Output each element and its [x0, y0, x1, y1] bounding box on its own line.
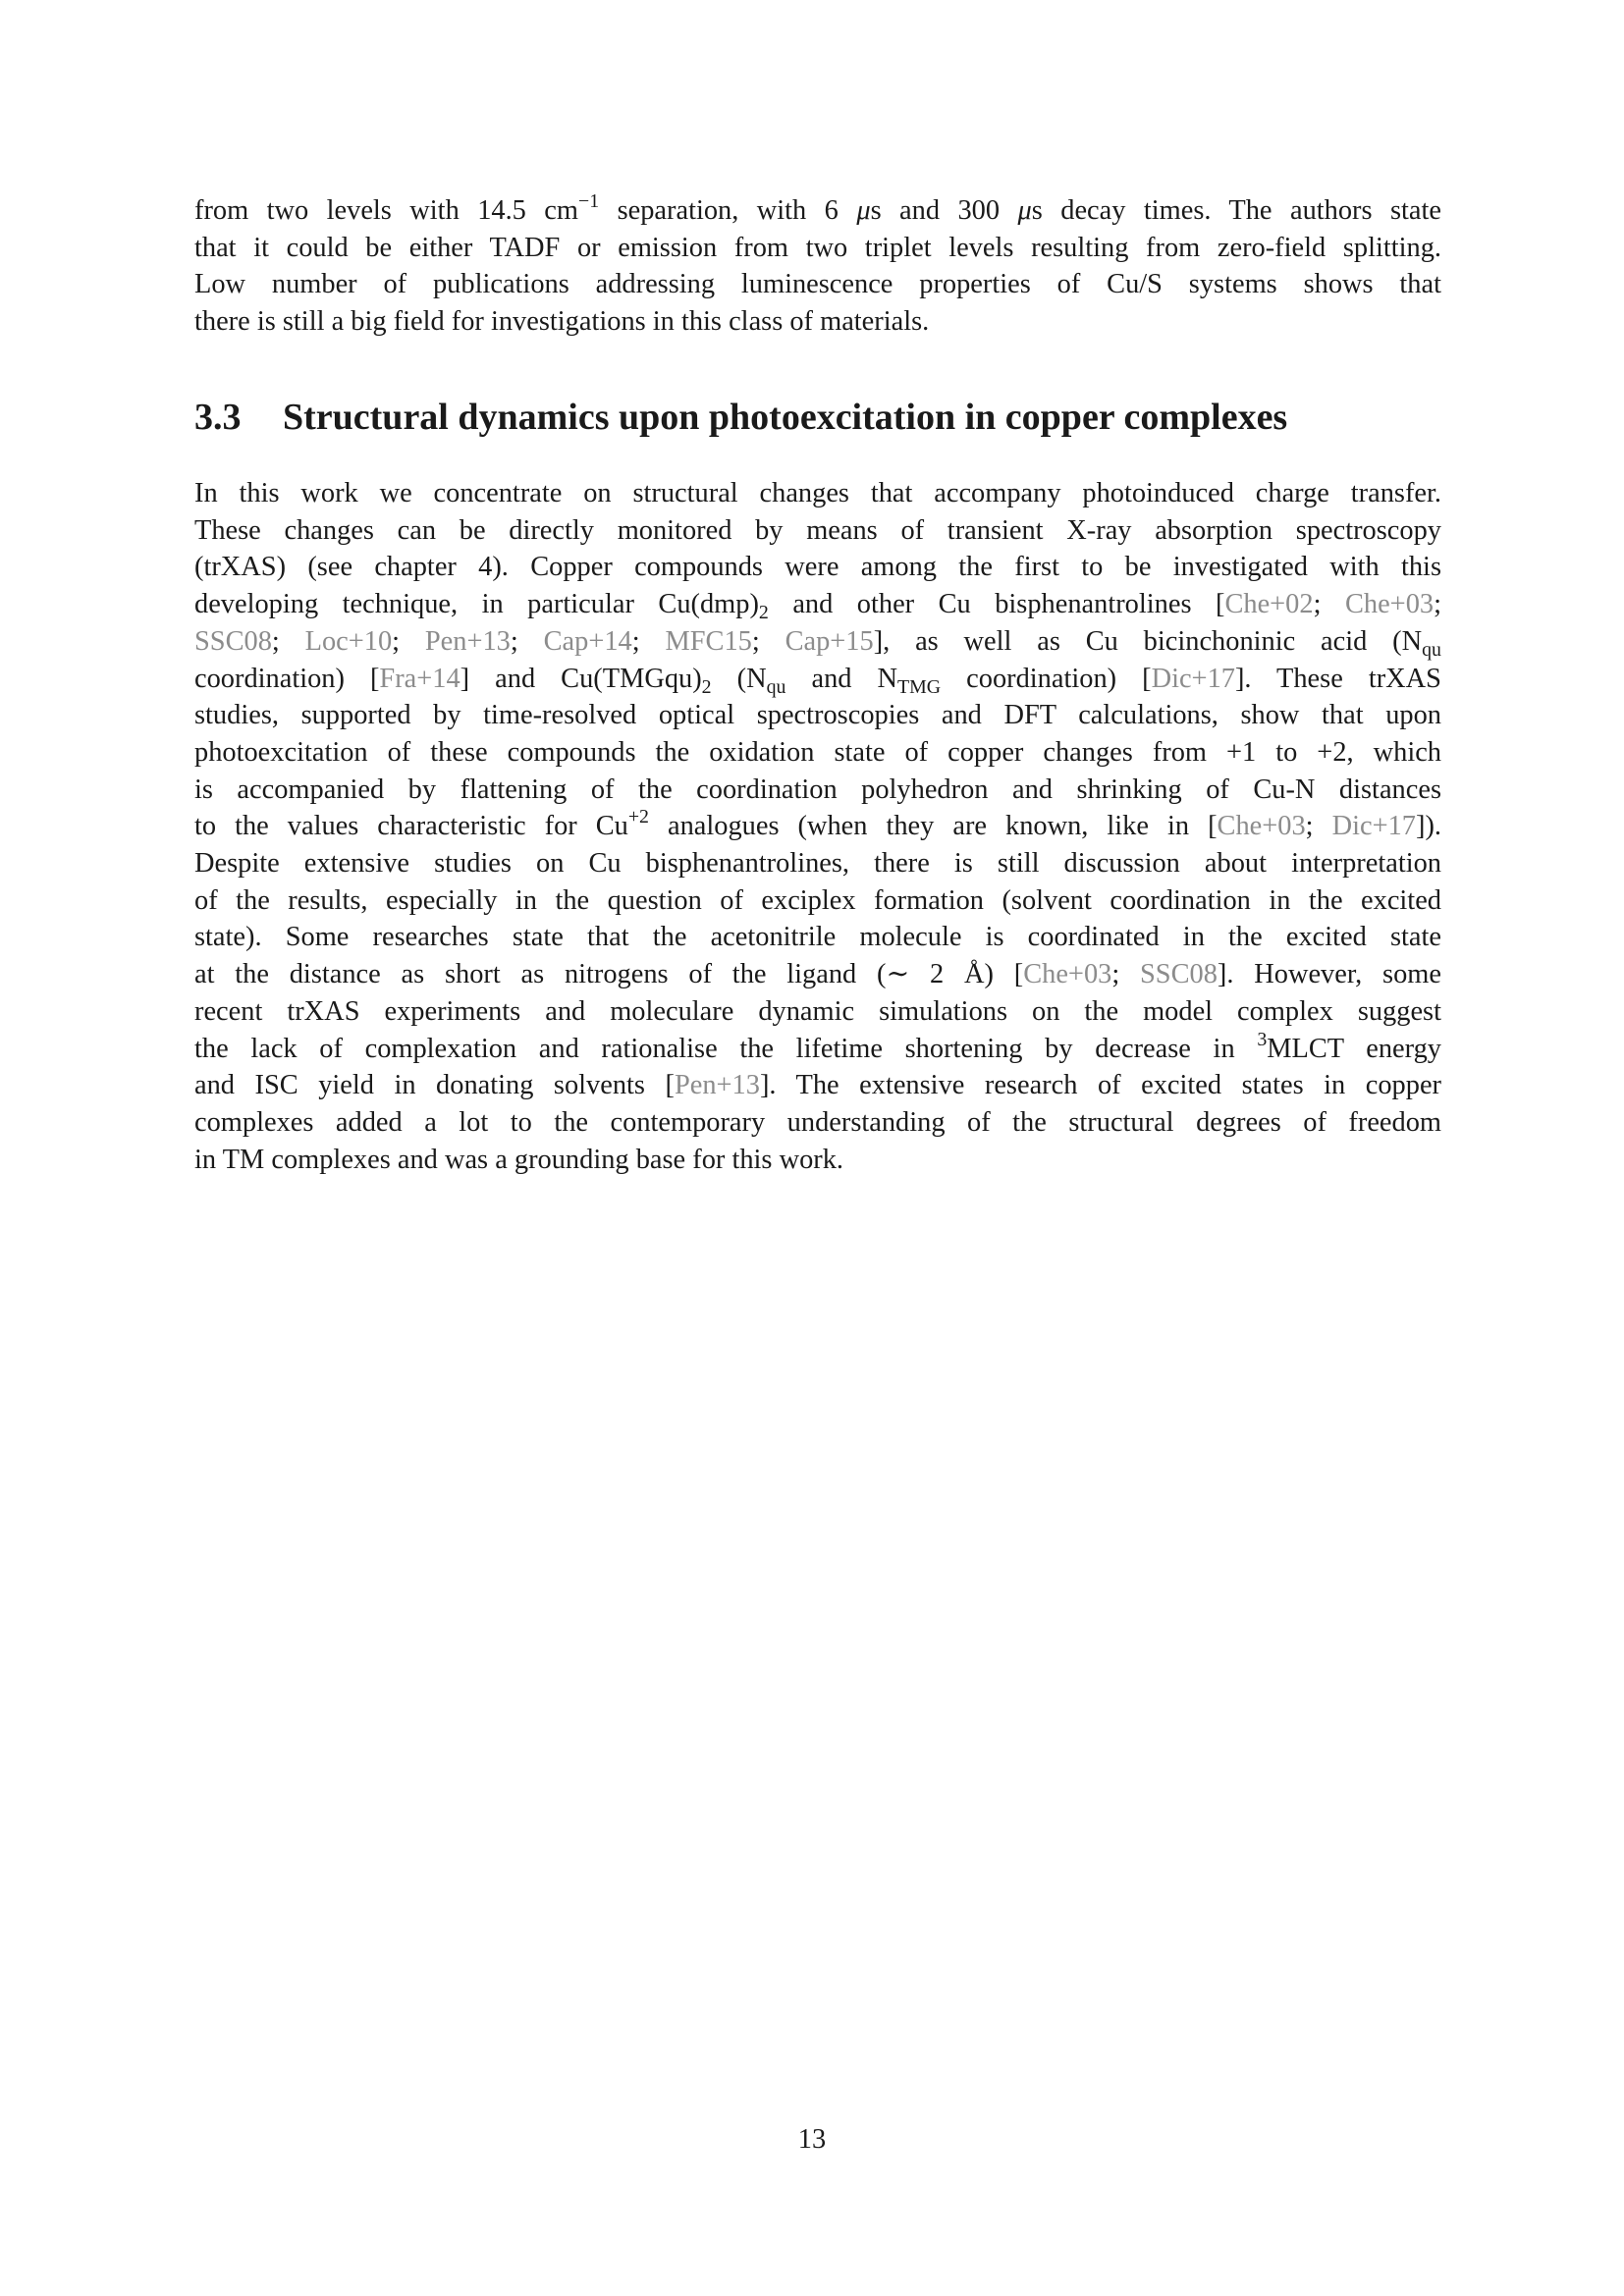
text-line: developing technique, in particular $Cu(dmp)_2$ and other Cu bisphenantrolines [Che+02; Che+03; [194, 589, 1441, 624]
citation-link[interactable]: Dic+17 [1151, 663, 1235, 694]
text-line: In this work we concentrate on structural changes that accompany photoinduced charge transfer. [194, 478, 1441, 508]
text-line: to the values characteristic for $Cu^{+2}$ analogues (when they are known, like in [Che+03; Dic+17]). [194, 806, 1441, 842]
text-line: is accompanied by flattening of the coordination polyhedron and shrinking of Cu-N distances [194, 774, 1441, 805]
citation-link[interactable]: SSC08 [1140, 959, 1218, 990]
citation-link[interactable]: Cap+14 [543, 625, 632, 657]
citation-link[interactable]: Che+03 [1344, 589, 1435, 620]
citation-link[interactable]: Che+03 [1023, 959, 1112, 990]
citation-link[interactable]: MFC15 [665, 625, 752, 657]
text-line: These changes can be directly monitored by means of transient X-ray absorption spectroscopy [194, 514, 1441, 546]
page-number: 13 [797, 2124, 827, 2155]
citation-link[interactable]: Cap+15 [785, 625, 874, 657]
text-line: at the distance as short as nitrogens of the ligand (∼ 2 Å) [Che+03; SSC08]. However, some [194, 959, 1441, 990]
section-number: 3.3 [194, 397, 242, 438]
text-line: complexes added a lot to the contemporary understanding of the structural degrees of freedom [194, 1106, 1441, 1138]
text-line: (trXAS) (see chapter 4). Copper compounds were among the first to be investigated with this [194, 552, 1441, 583]
text-line: in TM complexes and was a grounding base for this work. [194, 1144, 844, 1175]
text-line: from two levels with 14.5 $cm^{-1}$ separation, with 6 μs and 300 μs decay times. The authors state [194, 190, 1442, 226]
section-heading [194, 393, 1461, 442]
citation-link[interactable]: Che+02 [1224, 589, 1314, 620]
citation-link[interactable]: Pen+13 [424, 625, 511, 657]
text-line: photoexcitation of these compounds the oxidation state of copper changes from +1 to +2, which [194, 736, 1441, 768]
text-line: SSC08; Loc+10; Pen+13; Cap+14; MFC15; Cap+15], as well as Cu bicinchoninic acid ($N_{qu}$ [194, 625, 1441, 661]
intro-paragraph [194, 192, 1441, 341]
citation-link[interactable]: Che+03 [1217, 811, 1306, 842]
citation-link[interactable]: SSC08 [194, 625, 272, 657]
text-line: of the results, especially in the question of exciplex formation (solvent coordination in the excited [194, 884, 1441, 916]
main-paragraph [194, 475, 1441, 1178]
section-title: Structural dynamics upon photoexcitation in copper complexes [283, 397, 1288, 438]
text-line: recent trXAS experiments and moleculare dynamic simulations on the model complex suggest [194, 995, 1441, 1027]
text-line: that it could be either TADF or emission from two triplet levels resulting from zero-field splitting. [194, 232, 1441, 263]
citation-link[interactable]: Fra+14 [379, 663, 460, 694]
text-line: and ISC yield in donating solvents [Pen+13]. The extensive research of excited states in copper [194, 1070, 1441, 1101]
text-line: state). Some researches state that the acetonitrile molecule is coordinated in the excited state [194, 922, 1441, 953]
text-line: the lack of complexation and rationalise the lifetime shortening by decrease in $^3$MLCT energy [194, 1028, 1441, 1064]
text-line: there is still a big field for investigations in this class of materials. [194, 306, 930, 338]
citation-link[interactable]: Dic+17 [1331, 811, 1416, 842]
citation-link[interactable]: Loc+10 [304, 625, 393, 657]
citation-link[interactable]: Pen+13 [674, 1070, 760, 1101]
text-line: studies, supported by time-resolved optical spectroscopies and DFT calculations, show that upon [194, 700, 1441, 731]
text-line: Despite extensive studies on Cu bisphenantrolines, there is still discussion about interpretation [194, 848, 1441, 880]
text-line: coordination) [Fra+14] and $Cu(TMGqu)_2$ ($N_{qu}$ and $N_{TMG}$ coordination) [Dic+17]. These trXAS [194, 663, 1441, 698]
text-line: Low number of publications addressing luminescence properties of Cu/S systems shows that [194, 269, 1441, 300]
